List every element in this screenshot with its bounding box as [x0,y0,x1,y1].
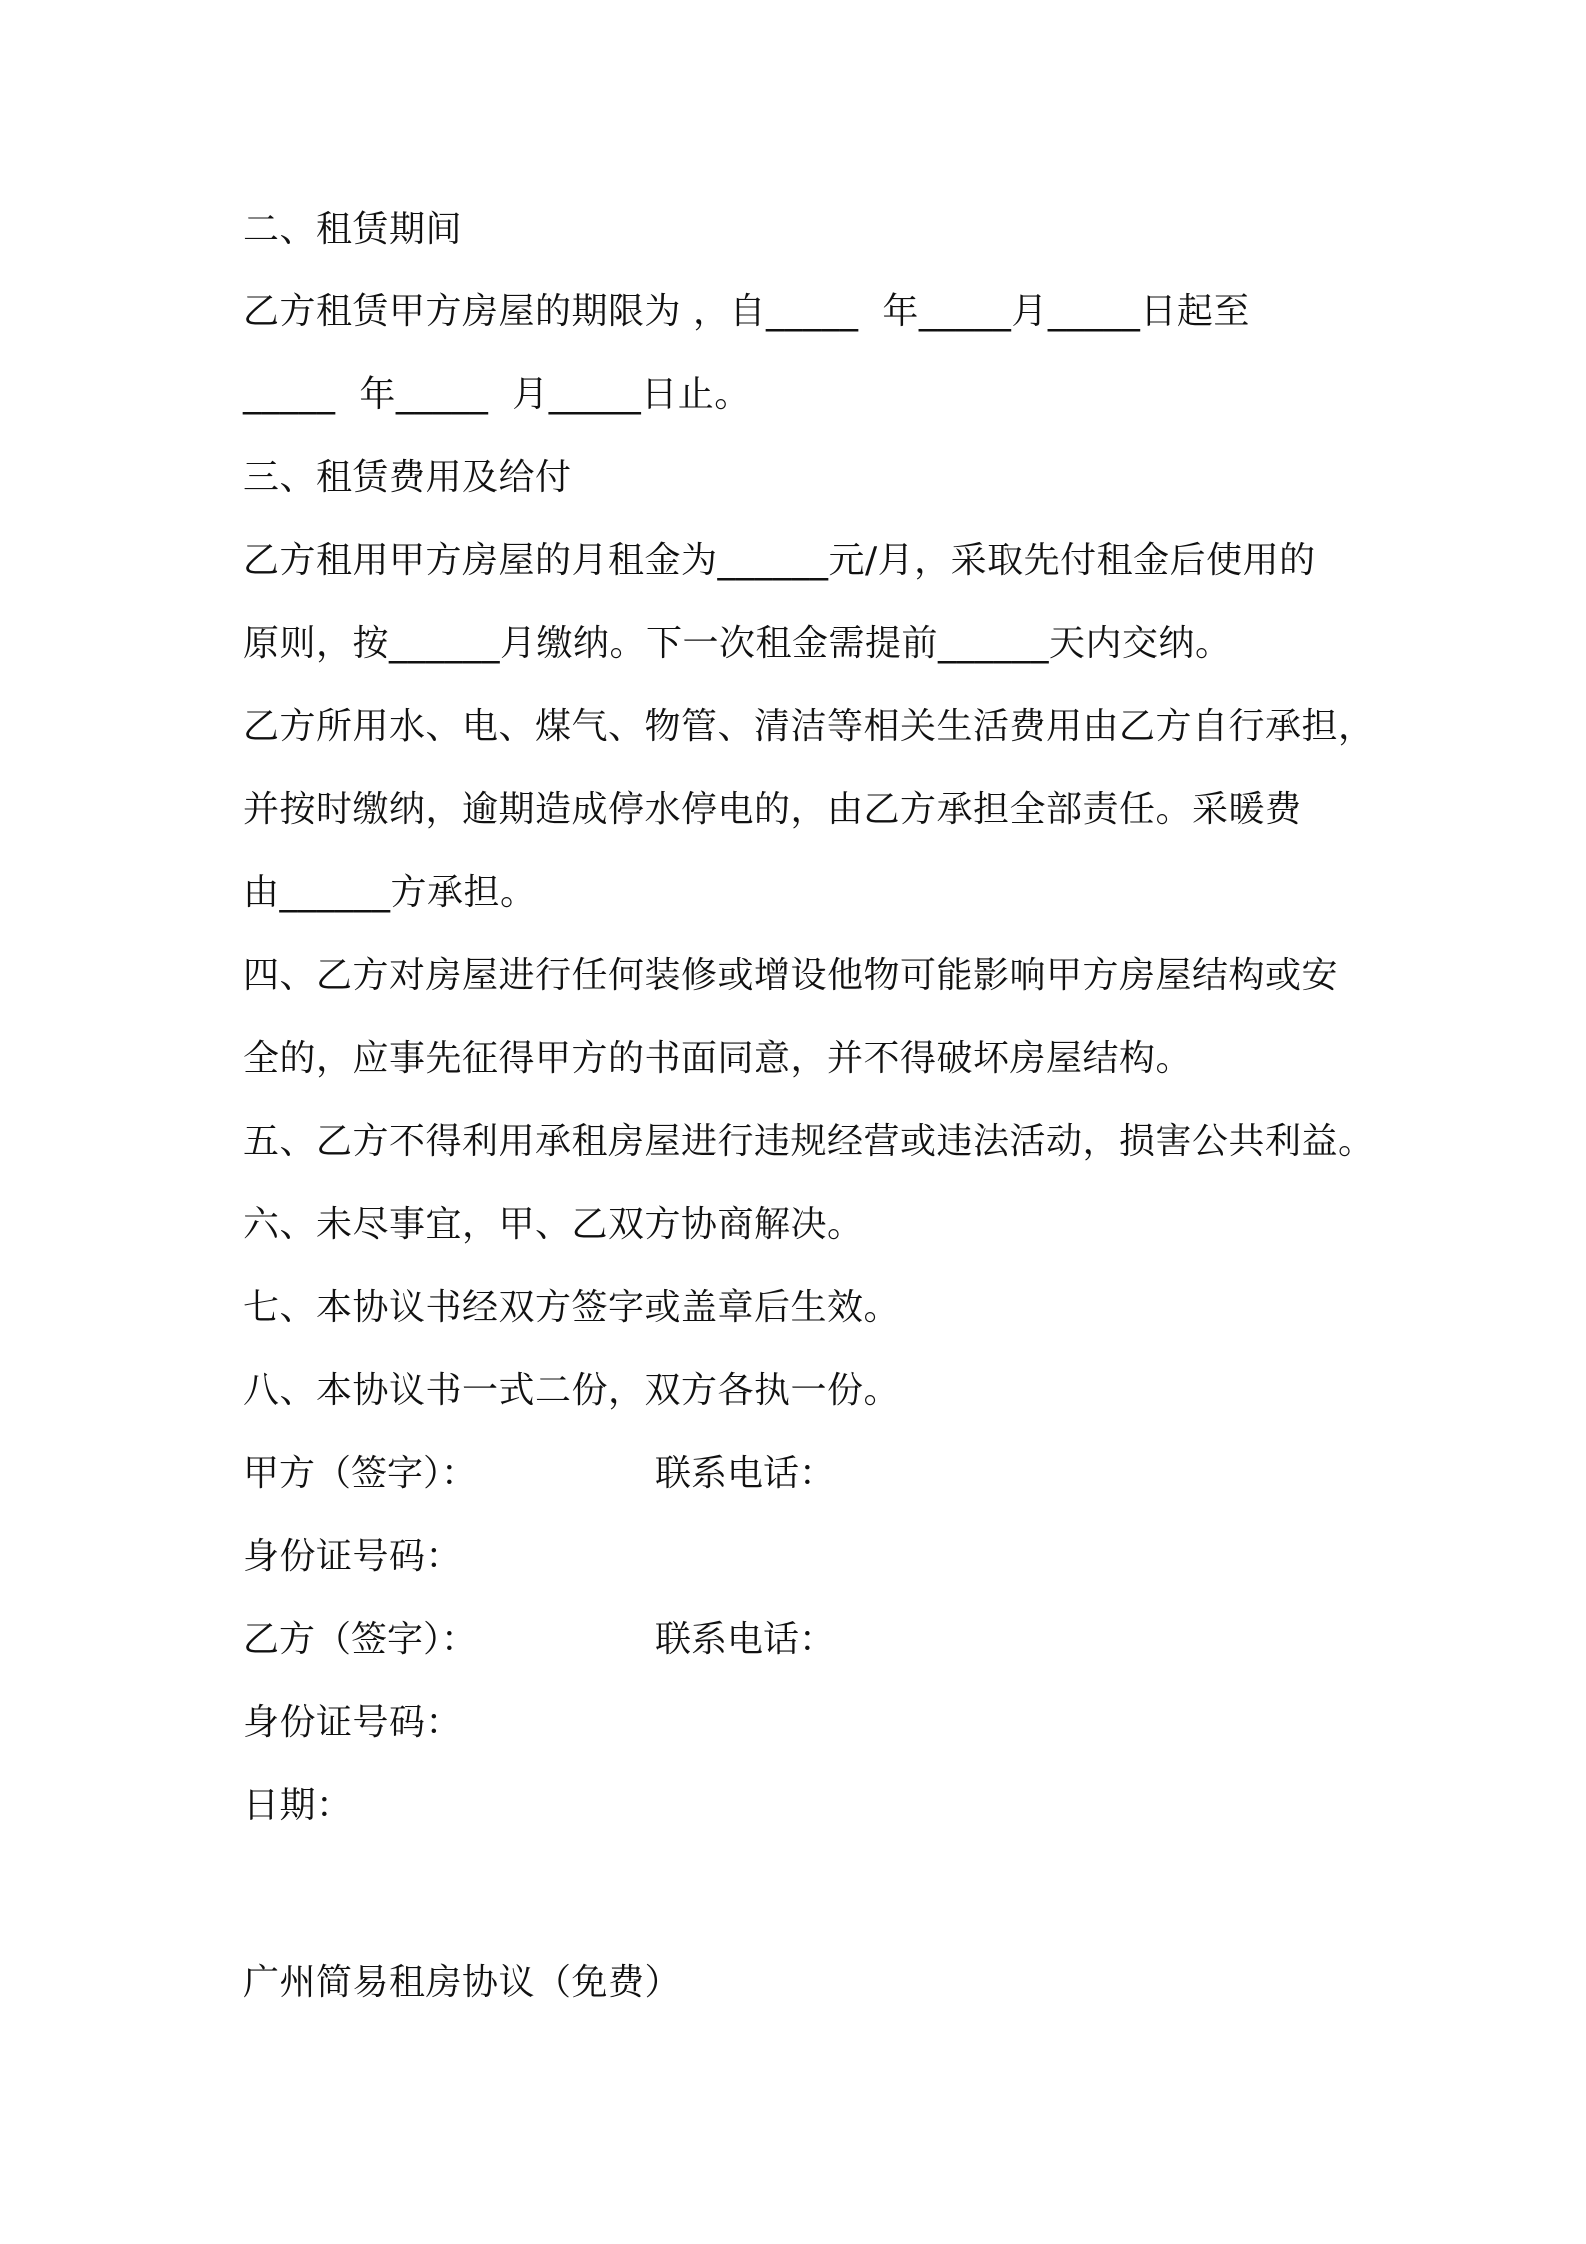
party-b-sign-label: 乙方（签字）： [243,1619,478,1660]
party-a-sign-label: 甲方（签字）： [243,1453,478,1494]
fee-text-line-2: 原则，按______月缴纳。下一次租金需提前______天内交纳。 [243,623,1232,664]
party-b-signature-row [243,1617,1143,1663]
term-heading: 二、租赁期间 [243,209,463,250]
term-text-line-1: 乙方租赁甲方房屋的期限为 ，自_____ 年_____月_____日起至 [243,291,1250,332]
clause-4-line-1: 四、乙方对房屋进行任何装修或增设他物可能影响甲方房屋结构或安 [243,955,1339,996]
clause-8: 八、本协议书一式二份，双方各执一份。 [243,1370,901,1411]
clause-5: 五、乙方不得利用承租房屋进行违规经营或违法活动，损害公共利益。 [243,1121,1375,1162]
party-a-id-label: 身份证号码： [243,1536,463,1577]
utilities-text-line-2: 并按时缴纳，逾期造成停水停电的，由乙方承担全部责任。采暖费 [243,789,1302,830]
party-b-phone-label: 联系电话： [655,1619,836,1660]
term-text-line-2: _____ 年_____ 月_____日止。 [243,374,751,415]
date-label: 日期： [243,1785,353,1826]
clause-6: 六、未尽事宜，甲、乙双方协商解决。 [243,1204,864,1245]
clause-7: 七、本协议书经双方签字或盖章后生效。 [243,1287,901,1328]
party-a-signature-row [243,1451,1143,1497]
clause-4-line-2: 全的，应事先征得甲方的书面同意，并不得破坏房屋结构。 [243,1038,1193,1079]
utilities-text-line-3: 由______方承担。 [243,872,537,913]
footer-title: 广州简易租房协议（免费） [243,1962,682,2003]
utilities-text-line-1: 乙方所用水、电、煤气、物管、清洁等相关生活费用由乙方自行承担， [243,706,1375,747]
party-b-id-label: 身份证号码： [243,1702,463,1743]
fee-heading: 三、租赁费用及给付 [243,457,572,498]
party-a-phone-label: 联系电话： [655,1453,836,1494]
fee-text-line-1: 乙方租用甲方房屋的月租金为______元/月，采取先付租金后使用的 [243,540,1316,581]
